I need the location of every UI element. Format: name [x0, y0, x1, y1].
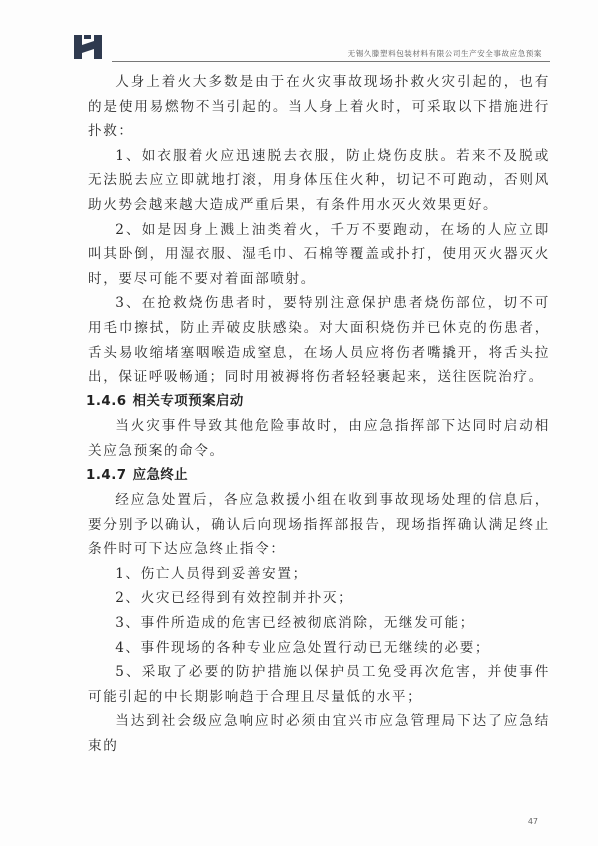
list-item-condition-2: 2、火灾已经得到有效控制并扑灭；: [115, 590, 354, 607]
page-number: 47: [527, 817, 538, 826]
paragraph-clothes-on-fire: 1、如衣服着火应迅速脱去衣服，防止烧伤皮肤。若来不及脱或无法脱去应立即就地打滚，用身体压住火种，切记不可跑动，否则风助火势会越来越大造成严重后果，有条件用水灭火效果更好。: [88, 147, 550, 213]
paragraph-special-plan-start: 当火灾事件导致其他危险事故时，由应急指挥部下达同时启动相关应急预案的命令。: [88, 418, 550, 459]
section-number: 1.4.6: [86, 393, 127, 409]
list-item-condition-5: 5、采取了必要的防护措施以保护员工免受再次危害，并使事件可能引起的中长期影响趋于合理且尽量低的水平；: [88, 664, 550, 705]
paragraph-termination-intro: 经应急处置后，各应急救援小组在收到事故现场处理的信息后，要分别予以确认，确认后向现场指挥部报告，现场指挥确认满足终止条件时可下达应急终止指令：: [88, 492, 550, 558]
paragraph-rescue-burn-victims: 3、在抢救烧伤患者时，要特别注意保护患者烧伤部位，切不可用毛巾擦拭，防止弄破皮肤感染。对大面积烧伤并已休克的伤患者，舌头易收缩堵塞咽喉造成窒息，在场人员应将伤者嘴撬开，将舌头拉出，保证呼吸畅通；同时用被褥将伤者轻轻裹起来，送往医院治疗。: [88, 295, 550, 386]
section-number: 1.4.7: [86, 467, 127, 483]
section-title: 应急终止: [132, 467, 189, 483]
company-logo-icon: [72, 32, 106, 62]
section-heading-1-4-6: [86, 390, 550, 415]
header-divider: [112, 61, 550, 62]
page-header: [72, 28, 550, 64]
list-item-condition-1: 1、伤亡人员得到妥善安置；: [115, 565, 308, 582]
company-title: 无锡久滕塑料包装材料有限公司生产安全事故应急预案: [347, 49, 542, 58]
section-title: 相关专项预案启动: [132, 393, 244, 409]
paragraph-oil-fire: 2、如是因身上溅上油类着火，千万不要跑动，在场的人应立即叫其卧倒，用湿衣服、湿毛巾、石棉等覆盖或扑打，使用灭火器灭火时，要尽可能不要对着面部喷射。: [88, 221, 550, 287]
section-heading-1-4-7: [86, 464, 550, 489]
list-item-condition-3: 3、事件所造成的危害已经被彻底消除，无继发可能；: [115, 615, 475, 632]
paragraph-social-level-response: 当达到社会级应急响应时必须由宜兴市应急管理局下达了应急结束的: [88, 713, 550, 755]
list-item-condition-4: 4、事件现场的各种专业应急处置行动已无继续的必要；: [115, 639, 491, 656]
paragraph-burning-person-intro: 人身上着火大多数是由于在火灾事故现场扑救火灾引起的，也有的是使用易燃物不当引起的。当人身上着火时，可采取以下措施进行扑救：: [88, 74, 550, 140]
page-content: [88, 70, 550, 759]
